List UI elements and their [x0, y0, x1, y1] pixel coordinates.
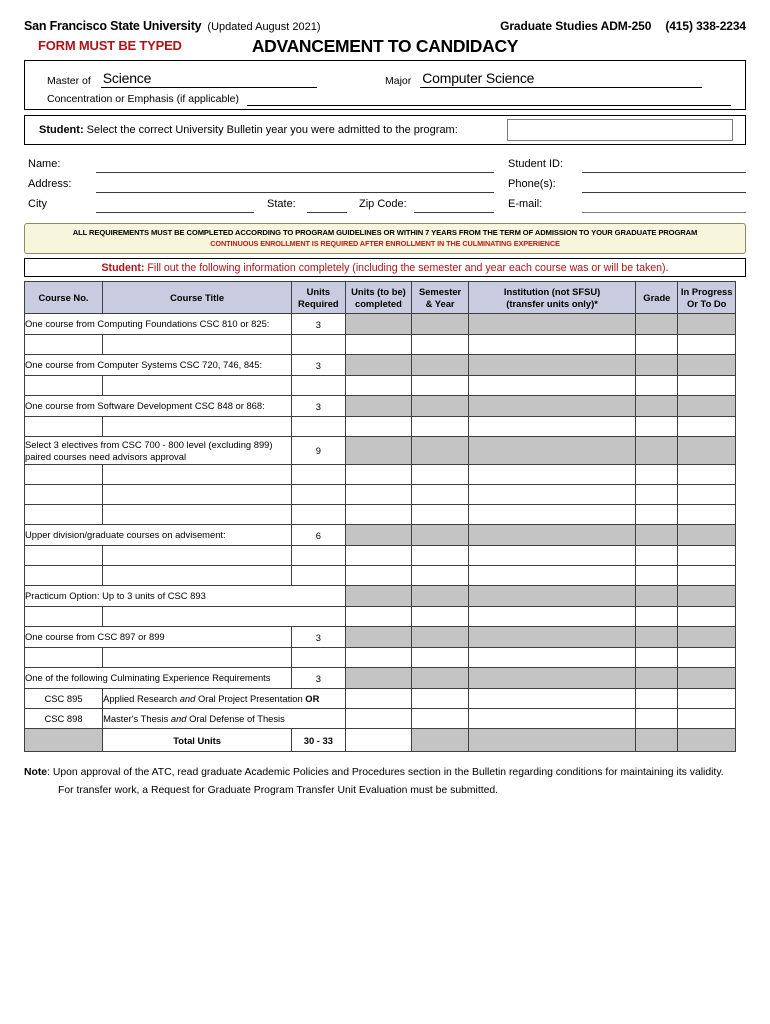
entry-units-required[interactable]: [292, 546, 345, 566]
title-row: [24, 36, 746, 58]
shaded-cell: [468, 525, 635, 546]
shaded-cell: [678, 586, 736, 607]
entry-course-title[interactable]: [103, 417, 292, 437]
requirement-label: Practicum Option: Up to 3 units of CSC 893: [25, 586, 346, 607]
col-progress-l2: Or To Do: [687, 297, 727, 309]
city-input[interactable]: [96, 212, 254, 213]
entry-units-completed[interactable]: [345, 485, 412, 505]
col-institution-l2: (transfer units only)*: [506, 297, 598, 309]
entry-units-completed[interactable]: [345, 376, 412, 396]
zip-label: Zip Code:: [359, 198, 407, 210]
entry-institution[interactable]: [468, 546, 635, 566]
entry-semester[interactable]: [412, 546, 469, 566]
requirement-label: One course from Software Development CSC 848 or 868:: [25, 396, 292, 417]
entry-grade[interactable]: [636, 648, 678, 668]
col-units-required: [292, 282, 345, 314]
entry-row: [25, 485, 736, 505]
entry-in-progress[interactable]: [678, 376, 736, 396]
shaded-cell: [678, 396, 736, 417]
entry-semester[interactable]: [412, 376, 469, 396]
entry-units-required[interactable]: [292, 566, 345, 586]
entry-grade[interactable]: [636, 607, 678, 627]
degree-box: [24, 60, 746, 110]
entry-course-title[interactable]: [103, 648, 292, 668]
col-units-required-l1: Units: [306, 286, 331, 298]
entry-semester[interactable]: [412, 335, 469, 355]
entry-row: [25, 417, 736, 437]
shaded-cell: [636, 729, 678, 752]
entry-course-no[interactable]: [25, 648, 103, 668]
requirement-row: [25, 355, 736, 376]
document-header: [24, 0, 746, 33]
requirement-units: 3: [292, 627, 345, 648]
col-grade: Grade: [636, 282, 678, 314]
entry-grade[interactable]: [636, 465, 678, 485]
office-label: Graduate Studies ADM-250: [500, 19, 652, 33]
student-id-input[interactable]: [582, 172, 746, 173]
shaded-cell: [678, 314, 736, 335]
entry-institution[interactable]: [468, 709, 635, 729]
requirement-units: 6: [292, 525, 345, 546]
bulletin-instruction: [39, 124, 458, 136]
shaded-cell: [412, 586, 469, 607]
entry-row: [25, 465, 736, 485]
col-units-required-l2: Required: [298, 297, 339, 309]
entry-row: [25, 566, 736, 586]
bulletin-student-prefix: Student:: [39, 124, 84, 136]
entry-units-completed[interactable]: [345, 709, 412, 729]
entry-institution[interactable]: [468, 648, 635, 668]
shaded-cell: [345, 525, 412, 546]
entry-course-title[interactable]: [103, 485, 292, 505]
entry-course-title[interactable]: [103, 376, 292, 396]
entry-course-no[interactable]: [25, 546, 103, 566]
table-body: [25, 314, 736, 752]
entry-course-no[interactable]: [25, 566, 103, 586]
col-course-title: Course Title: [103, 282, 292, 314]
culminating-row: [25, 689, 736, 709]
entry-institution[interactable]: [468, 376, 635, 396]
entry-in-progress[interactable]: [678, 417, 736, 437]
shaded-cell: [345, 668, 412, 689]
entry-course-no[interactable]: [25, 607, 103, 627]
shaded-cell: [636, 396, 678, 417]
requirement-row: [25, 627, 736, 648]
shaded-cell: [468, 627, 635, 648]
shaded-cell: [468, 729, 635, 752]
requirement-row: [25, 668, 736, 689]
shaded-cell: [468, 668, 635, 689]
email-input[interactable]: [582, 212, 746, 213]
entry-semester[interactable]: [412, 417, 469, 437]
total-units-label: Total Units: [103, 729, 292, 752]
col-units-completed-l1: Units (to be): [351, 286, 406, 298]
shaded-cell: [345, 586, 412, 607]
entry-semester[interactable]: [412, 485, 469, 505]
shaded-cell: [678, 729, 736, 752]
page-title: ADVANCEMENT TO CANDIDACY: [251, 36, 519, 56]
culminating-course-no: CSC 898: [25, 709, 103, 729]
requirement-row: [25, 314, 736, 335]
elective-label-line-1: Select 3 electives from CSC 700 - 800 level (excluding 899): [25, 439, 273, 451]
entry-in-progress[interactable]: [678, 505, 736, 525]
email-label: E-mail:: [508, 198, 543, 210]
entry-course-no[interactable]: [25, 417, 103, 437]
phones-label: Phone(s):: [508, 178, 556, 190]
entry-units-completed[interactable]: [345, 607, 412, 627]
requirement-units: 3: [292, 314, 345, 335]
note-line-2: For transfer work, a Request for Graduate Program Transfer Unit Evaluation must be submitted.: [58, 785, 499, 797]
entry-institution[interactable]: [468, 485, 635, 505]
bulletin-year-box: [24, 115, 746, 145]
office-phone: (415) 338-2234: [665, 19, 746, 33]
city-label: City: [28, 198, 47, 210]
entry-grade[interactable]: [636, 566, 678, 586]
name-input[interactable]: [96, 172, 494, 173]
col-course-no: Course No.: [25, 282, 103, 314]
title-pre: Master's Thesis: [103, 713, 171, 724]
shaded-cell: [412, 729, 469, 752]
entry-units-required[interactable]: [292, 465, 345, 485]
shaded-cell: [468, 314, 635, 335]
shaded-cell: [468, 437, 635, 465]
entry-in-progress[interactable]: [678, 648, 736, 668]
entry-course-title[interactable]: [103, 566, 292, 586]
student-id-label: Student ID:: [508, 158, 564, 170]
office-contact: [500, 19, 746, 33]
shaded-cell: [678, 627, 736, 648]
title-pre: Applied Research: [103, 693, 180, 704]
student-prefix: Student:: [101, 261, 145, 274]
entry-semester[interactable]: [412, 607, 469, 627]
shaded-cell: [25, 729, 103, 752]
zip-input[interactable]: [414, 212, 494, 213]
shaded-cell: [468, 396, 635, 417]
entry-units-completed[interactable]: [345, 546, 412, 566]
entry-grade[interactable]: [636, 417, 678, 437]
entry-course-title[interactable]: [103, 546, 292, 566]
entry-in-progress[interactable]: [678, 546, 736, 566]
entry-institution[interactable]: [468, 566, 635, 586]
shaded-cell: [412, 396, 469, 417]
course-requirements-table: [24, 281, 736, 752]
entry-in-progress[interactable]: [678, 709, 736, 729]
shaded-cell: [636, 314, 678, 335]
entry-course-no[interactable]: [25, 335, 103, 355]
culminating-course-no: CSC 895: [25, 689, 103, 709]
entry-row: [25, 607, 736, 627]
concentration-row: [47, 92, 731, 106]
entry-institution[interactable]: [468, 607, 635, 627]
entry-institution[interactable]: [468, 505, 635, 525]
total-units-value: 30 - 33: [292, 729, 345, 752]
shaded-cell: [636, 355, 678, 376]
student-instruction: [101, 262, 668, 274]
student-instruction-bar: [24, 258, 746, 277]
entry-grade[interactable]: [636, 485, 678, 505]
title-or: OR: [305, 693, 320, 704]
requirement-units: 3: [292, 355, 345, 376]
entry-grade[interactable]: [636, 689, 678, 709]
address-row: [24, 175, 746, 195]
entry-units-completed[interactable]: [345, 417, 412, 437]
phones-input[interactable]: [582, 192, 746, 193]
culminating-course-title: [103, 689, 345, 709]
entry-course-title[interactable]: [103, 607, 345, 627]
requirement-row: [25, 396, 736, 417]
shaded-cell: [345, 314, 412, 335]
col-units-completed: [345, 282, 412, 314]
shaded-cell: [345, 355, 412, 376]
entry-grade[interactable]: [636, 709, 678, 729]
shaded-cell: [678, 668, 736, 689]
footer-note: [24, 764, 746, 800]
entry-units-required[interactable]: [292, 376, 345, 396]
entry-course-no[interactable]: [25, 376, 103, 396]
concentration-label: Concentration or Emphasis (if applicable): [47, 93, 240, 105]
address-label: Address:: [28, 178, 72, 190]
entry-row: [25, 376, 736, 396]
col-semester-year: [412, 282, 469, 314]
entry-in-progress[interactable]: [678, 566, 736, 586]
shaded-cell: [345, 396, 412, 417]
shaded-cell: [636, 668, 678, 689]
entry-row: [25, 648, 736, 668]
entry-grade[interactable]: [636, 376, 678, 396]
entry-semester[interactable]: [412, 648, 469, 668]
state-input[interactable]: [307, 212, 347, 213]
shaded-cell: [412, 668, 469, 689]
shaded-cell: [412, 355, 469, 376]
title-post: Oral Defense of Thesis: [186, 713, 285, 724]
note-line-1: : Upon approval of the ATC, read graduate Academic Policies and Procedures section in the Bulletin regarding conditions for maintaining its validity.: [47, 767, 724, 778]
shaded-cell: [636, 437, 678, 465]
culminating-row: [25, 709, 736, 729]
col-units-completed-l2: completed: [354, 297, 402, 309]
entry-institution[interactable]: [468, 465, 635, 485]
elective-label-line-2: paired courses need advisors approval: [25, 450, 187, 462]
shaded-cell: [412, 627, 469, 648]
entry-row: [25, 505, 736, 525]
major-field[interactable]: Computer Science: [420, 70, 702, 88]
entry-in-progress[interactable]: [678, 689, 736, 709]
master-of-row: [47, 70, 317, 88]
requirement-units: 3: [292, 668, 345, 689]
entry-semester[interactable]: [412, 709, 469, 729]
master-of-field[interactable]: Science: [101, 70, 317, 88]
entry-course-no[interactable]: [25, 485, 103, 505]
entry-course-title[interactable]: [103, 465, 292, 485]
col-in-progress: [678, 282, 736, 314]
table-header-row: [25, 282, 736, 314]
entry-units-completed[interactable]: [345, 335, 412, 355]
entry-semester[interactable]: [412, 505, 469, 525]
entry-units-completed[interactable]: [345, 465, 412, 485]
updated-date: (Updated August 2021): [207, 21, 321, 33]
requirement-row: [25, 437, 736, 465]
shaded-cell: [636, 525, 678, 546]
entry-in-progress[interactable]: [678, 465, 736, 485]
state-label: State:: [267, 198, 296, 210]
shaded-cell: [678, 437, 736, 465]
address-input[interactable]: [96, 192, 494, 193]
col-semester-l2: & Year: [425, 297, 455, 309]
shaded-cell: [636, 586, 678, 607]
shaded-cell: [412, 437, 469, 465]
entry-grade[interactable]: [636, 546, 678, 566]
requirement-label: [25, 437, 292, 465]
shaded-cell: [345, 437, 412, 465]
entry-row: [25, 335, 736, 355]
entry-semester[interactable]: [412, 465, 469, 485]
entry-course-title[interactable]: [103, 505, 292, 525]
entry-institution[interactable]: [468, 417, 635, 437]
col-semester-l1: Semester: [418, 286, 462, 298]
entry-units-required[interactable]: [292, 485, 345, 505]
entry-semester[interactable]: [412, 566, 469, 586]
entry-units-completed[interactable]: [345, 566, 412, 586]
total-units-completed[interactable]: [345, 729, 412, 752]
concentration-field[interactable]: [247, 92, 731, 106]
entry-row: [25, 546, 736, 566]
university-name: San Francisco State University: [24, 19, 202, 33]
requirements-notice: [24, 223, 746, 254]
shaded-cell: [468, 586, 635, 607]
entry-grade[interactable]: [636, 335, 678, 355]
requirement-row: [25, 586, 736, 607]
requirement-units: 3: [292, 396, 345, 417]
entry-units-required[interactable]: [292, 648, 345, 668]
entry-units-completed[interactable]: [345, 648, 412, 668]
entry-course-no[interactable]: [25, 465, 103, 485]
entry-course-title[interactable]: [103, 335, 292, 355]
title-italic: and: [179, 693, 196, 704]
notice-line-2: CONTINUOUS ENROLLMENT IS REQUIRED AFTER ENROLLMENT IN THE CULMINATING EXPERIENCE: [210, 239, 560, 248]
entry-units-completed[interactable]: [345, 505, 412, 525]
shaded-cell: [636, 627, 678, 648]
total-row: [25, 729, 736, 752]
entry-in-progress[interactable]: [678, 335, 736, 355]
entry-semester[interactable]: [412, 689, 469, 709]
entry-in-progress[interactable]: [678, 485, 736, 505]
major-row: [385, 70, 702, 88]
contact-section: [24, 155, 746, 217]
entry-units-required[interactable]: [292, 335, 345, 355]
entry-units-required[interactable]: [292, 505, 345, 525]
shaded-cell: [678, 525, 736, 546]
title-italic: and: [170, 713, 187, 724]
name-label: Name:: [28, 158, 61, 170]
requirement-row: [25, 525, 736, 546]
col-institution: [468, 282, 635, 314]
col-progress-l1: In Progress: [680, 286, 733, 298]
shaded-cell: [412, 314, 469, 335]
notice-line-1: ALL REQUIREMENTS MUST BE COMPLETED ACCORDING TO PROGRAM GUIDELINES OR WITHIN 7 YEARS FROM THE TERM OF ADMISSION TO YOUR GRADUATE PROGRAM: [72, 228, 698, 237]
major-label: Major: [385, 75, 412, 87]
entry-institution[interactable]: [468, 335, 635, 355]
note-prefix: Note: [24, 767, 48, 778]
entry-units-completed[interactable]: [345, 689, 412, 709]
requirement-label: One course from Computing Foundations CSC 810 or 825:: [25, 314, 292, 335]
form-must-be-typed-notice: FORM MUST BE TYPED: [38, 38, 182, 53]
title-post: Oral Project Presentation: [195, 693, 306, 704]
entry-grade[interactable]: [636, 505, 678, 525]
entry-in-progress[interactable]: [678, 607, 736, 627]
entry-course-no[interactable]: [25, 505, 103, 525]
bulletin-year-input[interactable]: [507, 119, 733, 141]
requirement-label: One course from Computer Systems CSC 720, 746, 845:: [25, 355, 292, 376]
culminating-course-title: [103, 709, 345, 729]
requirement-units: 9: [292, 437, 345, 465]
requirement-label: One of the following Culminating Experience Requirements: [25, 668, 292, 689]
shaded-cell: [345, 627, 412, 648]
name-row: [24, 155, 746, 175]
requirement-label: Upper division/graduate courses on advisement:: [25, 525, 292, 546]
student-instruction-text: Fill out the following information completely (including the semester and year each course was or will be taken).: [144, 261, 669, 274]
bulletin-instruction-text: Select the correct University Bulletin year you were admitted to the program:: [83, 124, 458, 136]
shaded-cell: [678, 355, 736, 376]
master-of-label: Master of: [47, 75, 91, 87]
city-row: [24, 195, 746, 215]
requirement-label: One course from CSC 897 or 899: [25, 627, 292, 648]
shaded-cell: [468, 355, 635, 376]
shaded-cell: [412, 525, 469, 546]
entry-institution[interactable]: [468, 689, 635, 709]
col-institution-l1: Institution (not SFSU): [503, 286, 601, 298]
entry-units-required[interactable]: [292, 417, 345, 437]
